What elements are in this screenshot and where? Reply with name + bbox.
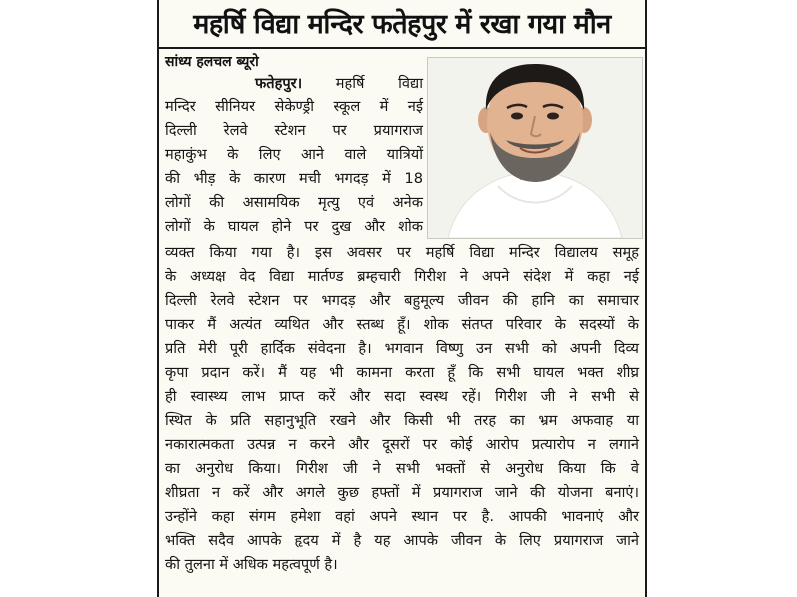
body-line-20: भक्ति सदैव आपके हृदय में है यह आपके जीवन के लिए प्रयागराज जाने: [165, 532, 639, 549]
news-clipping: [157, 0, 647, 597]
byline: सांध्य हलचल ब्यूरो: [165, 54, 259, 70]
body-line-6: लोगों की असामयिक मृत्यु एवं अनेक: [165, 194, 423, 211]
body-line-2: मन्दिर सीनियर सेकेण्ड्री स्कूल में नई: [165, 98, 423, 115]
body-line-18: शीघ्रता न करें और अगले कुछ हफ्तों में प्रयागराज जाने की योजना बनाएं।: [165, 484, 639, 501]
body-line-19: उन्होंने कहा संगम हमेशा वहां अपने स्थान पर है. आपकी भावनाएं और: [165, 508, 639, 525]
body-line-1: [255, 73, 423, 95]
body-line-5: की भीड़ के कारण मची भगदड़ में 18: [165, 170, 423, 187]
body-line-17: का अनुरोध किया। गिरीश जी ने सभी भक्तों से अनुरोध किया कि वे: [165, 460, 639, 477]
body-line-21: की तुलना में अधिक महत्वपूर्ण है।: [165, 556, 338, 573]
body-line-7: लोगों के घायल होने पर दुख और शोक: [165, 218, 423, 235]
portrait-photo-icon: [428, 58, 642, 238]
portrait-photo: [427, 57, 643, 239]
body-line-12: प्रति मेरी पूरी हार्दिक संवेदना है। भगवान विष्णु उन सभी को अपनी दिव्य: [165, 340, 639, 357]
body-line-10: दिल्ली रेलवे स्टेशन पर भगदड़ और बहुमूल्य जीवन की हानि का समाचार: [165, 292, 639, 309]
body-line-8: व्यक्त किया गया है। इस अवसर पर महर्षि विद्या मन्दिर विद्यालय समूह: [165, 244, 639, 261]
dateline-place: फतेहपुर।: [255, 75, 303, 92]
body-line-3: दिल्ली रेलवे स्टेशन पर प्रयागराज: [165, 122, 423, 139]
body-line-14: ही स्वास्थ्य लाभ प्राप्त करें और सदा स्वस्थ रहें। गिरीश जी ने सभी से: [165, 388, 639, 405]
body-line-13: कृपा प्रदान करें। मैं यह भी कामना करता हूँ कि सभी घायल भक्त शीघ्र: [165, 364, 639, 381]
body-line-11: पाकर मैं अत्यंत व्यथित और स्तब्ध हूँ। शोक संतप्त परिवार के सदस्यों के: [165, 316, 639, 333]
body-line-4: महाकुंभ के लिए आने वाले यात्रियों: [165, 146, 423, 163]
body-line-16: नकारात्मकता उत्पन्न न करने और दूसरों पर कोई आरोप प्रत्यारोप न लगाने: [165, 436, 639, 453]
headline: महर्षि विद्या मन्दिर फतेहपुर में रखा गया मौन: [159, 3, 645, 49]
body-line-text: महर्षि विद्या: [335, 75, 424, 92]
body-line-9: के अध्यक्ष वेद विद्या मार्तण्ड ब्रम्हचारी गिरीश ने अपने संदेश में कहा नई: [165, 268, 639, 285]
body-line-15: स्थित के प्रति सहानुभूति रखने और किसी भी तरह का भ्रम अफवाह या: [165, 412, 639, 429]
